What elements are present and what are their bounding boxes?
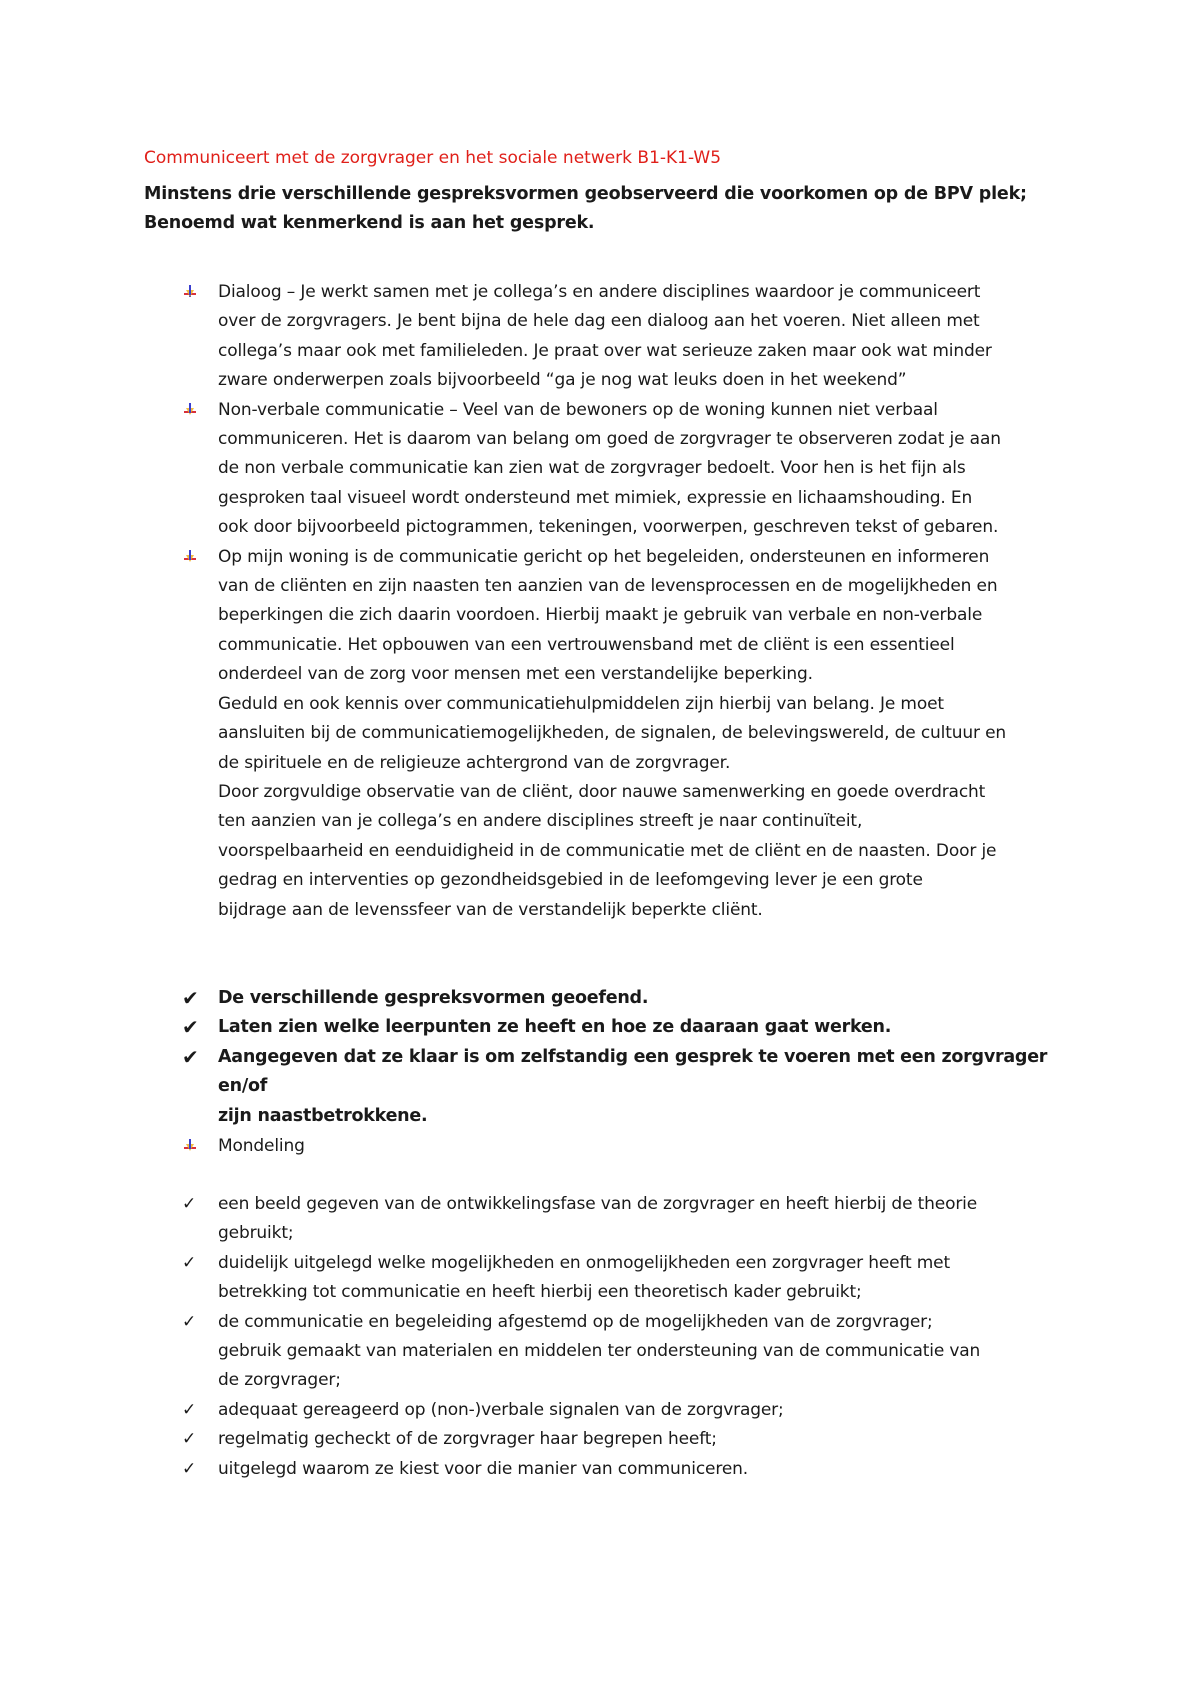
bullet-line: Geduld en ook kennis over communicatiehulpmiddelen zijn hierbij van belang. Je moet: [218, 693, 944, 714]
bullet-line: de non verbale communicatie kan zien wat de zorgvrager bedoelt. Voor hen is het fijn als: [218, 458, 966, 479]
check-item: [144, 1013, 1074, 1042]
check-line: duidelijk uitgelegd welke mogelijkheden en onmogelijkheden een zorgvrager heeft met: [218, 1252, 951, 1273]
arrow-bullet-icon: [182, 549, 198, 565]
mondeling-section: [144, 1132, 1074, 1161]
bullet-line: gesproken taal visueel wordt ondersteund met mimiek, expressie en lichaamshouding. En: [218, 487, 973, 508]
bullet-line: ook door bijvoorbeeld pictogrammen, tekeningen, voorwerpen, geschreven tekst of gebaren.: [218, 517, 999, 538]
regular-checklist: [144, 1190, 1074, 1484]
mondeling-label: Mondeling: [218, 1136, 305, 1156]
bullet-item-non-verbaal: [144, 396, 1074, 543]
check-item: [144, 1455, 1074, 1484]
check-mark-icon: ✓: [182, 1252, 197, 1273]
check-item: [144, 1396, 1074, 1425]
bullet-line: Non-verbale communicatie – Veel van de bewoners op de woning kunnen niet verbaal: [218, 399, 938, 420]
check-mark-icon: ✓: [182, 1194, 197, 1214]
bullet-item-dialoog: [144, 278, 1074, 396]
bullet-line: Op mijn woning is de communicatie gericht op het begeleiden, ondersteunen en informeren: [218, 546, 990, 567]
bullet-line: Door zorgvuldige observatie van de cliënt, door nauwe samenwerking en goede overdracht: [218, 781, 986, 802]
check-mark-icon: ✔: [182, 1015, 199, 1040]
arrow-bullet-icon: [182, 284, 198, 300]
bullet-line: voorspelbaarheid en eenduidigheid in de communicatie met de cliënt en de naasten. Door je: [218, 840, 997, 861]
check-line: een beeld gegeven van de ontwikkelingsfase van de zorgvrager en heeft hierbij de theorie: [218, 1194, 978, 1214]
check-mark-icon: ✓: [182, 1429, 197, 1450]
check-mark-icon: ✓: [182, 1311, 197, 1332]
requirement-heading: [144, 180, 1074, 238]
heading-line: Benoemd wat kenmerkend is aan het gesprek.: [144, 213, 595, 233]
check-line: betrekking tot communicatie en heeft hierbij een theoretisch kader gebruikt;: [218, 1282, 862, 1303]
bullet-list: [144, 278, 1074, 925]
check-item: [144, 1425, 1074, 1454]
check-line: gebruik gemaakt van materialen en middelen ter ondersteuning van de communicatie van: [218, 1341, 981, 1362]
check-line: De verschillende gespreksvormen geoefend.: [218, 988, 649, 1008]
check-mark-icon: ✔: [182, 986, 199, 1010]
check-item: [144, 984, 1074, 1013]
bullet-line: communicatie. Het opbouwen van een vertrouwensband met de cliënt is een essentieel: [218, 634, 955, 655]
arrow-bullet-icon: [182, 1138, 198, 1154]
check-line: de communicatie en begeleiding afgestemd op de mogelijkheden van de zorgvrager;: [218, 1311, 933, 1332]
check-line: adequaat gereageerd op (non-)verbale signalen van de zorgvrager;: [218, 1399, 784, 1420]
heading-line: Minstens drie verschillende gespreksvormen geobserveerd die voorkomen op de BPV plek;: [144, 184, 1027, 204]
bullet-line: de spirituele en de religieuze achtergrond van de zorgvrager.: [218, 752, 731, 773]
check-line: Aangegeven dat ze klaar is om zelfstandig een gesprek te voeren met een zorgvrager en/of: [218, 1046, 1048, 1097]
bullet-line: van de cliënten en zijn naasten ten aanzien van de levensprocessen en de mogelijkheden en: [218, 576, 998, 597]
bullet-line: gedrag en interventies op gezondheidsgebied in de leefomgeving lever je een grote: [218, 870, 923, 891]
check-line: de zorgvrager;: [218, 1370, 341, 1391]
bullet-item-woning: [144, 543, 1074, 925]
check-mark-icon: ✓: [182, 1399, 197, 1420]
bullet-line: zware onderwerpen zoals bijvoorbeeld “ga je nog wat leuks doen in het weekend”: [218, 370, 907, 391]
bullet-line: aansluiten bij de communicatiemogelijkheden, de signalen, de belevingswereld, de cultuur en: [218, 723, 1007, 744]
bold-checklist: [144, 984, 1074, 1131]
bullet-line: over de zorgvragers. Je bent bijna de hele dag een dialoog aan het voeren. Niet alleen met: [218, 311, 980, 332]
bullet-line: onderdeel van de zorg voor mensen met een verstandelijke beperking.: [218, 664, 813, 685]
check-mark-icon: ✔: [182, 1044, 199, 1069]
check-line: zijn naastbetrokkene.: [218, 1105, 428, 1126]
check-line: gebruikt;: [218, 1223, 294, 1244]
check-line: uitgelegd waarom ze kiest voor die manier van communiceren.: [218, 1458, 749, 1479]
check-line: regelmatig gecheckt of de zorgvrager haar begrepen heeft;: [218, 1429, 717, 1450]
check-mark-icon: ✓: [182, 1458, 197, 1479]
check-item: [144, 1043, 1074, 1131]
bullet-line: Dialoog – Je werkt samen met je collega’s en andere disciplines waardoor je communiceert: [218, 282, 981, 302]
check-item: [144, 1249, 1074, 1308]
bullet-line: ten aanzien van je collega’s en andere disciplines streeft je naar continuïteit,: [218, 811, 863, 832]
check-item: [144, 1190, 1074, 1249]
bullet-line: beperkingen die zich daarin voordoen. Hierbij maakt je gebruik van verbale en non-verbale: [218, 605, 983, 626]
document-title: Communiceert met de zorgvrager en het sociale netwerk B1-K1-W5: [144, 148, 722, 168]
check-line: Laten zien welke leerpunten ze heeft en hoe ze daaraan gaat werken.: [218, 1017, 892, 1038]
bullet-line: communiceren. Het is daarom van belang om goed de zorgvrager te observeren zodat je aan: [218, 429, 1001, 450]
bullet-line: collega’s maar ook met familieleden. Je praat over wat serieuze zaken maar ook wat minder: [218, 340, 992, 361]
bullet-item-mondeling: [144, 1132, 1074, 1161]
check-item: [144, 1308, 1074, 1396]
bullet-line: bijdrage aan de levenssfeer van de verstandelijk beperkte cliënt.: [218, 899, 763, 920]
arrow-bullet-icon: [182, 402, 198, 418]
